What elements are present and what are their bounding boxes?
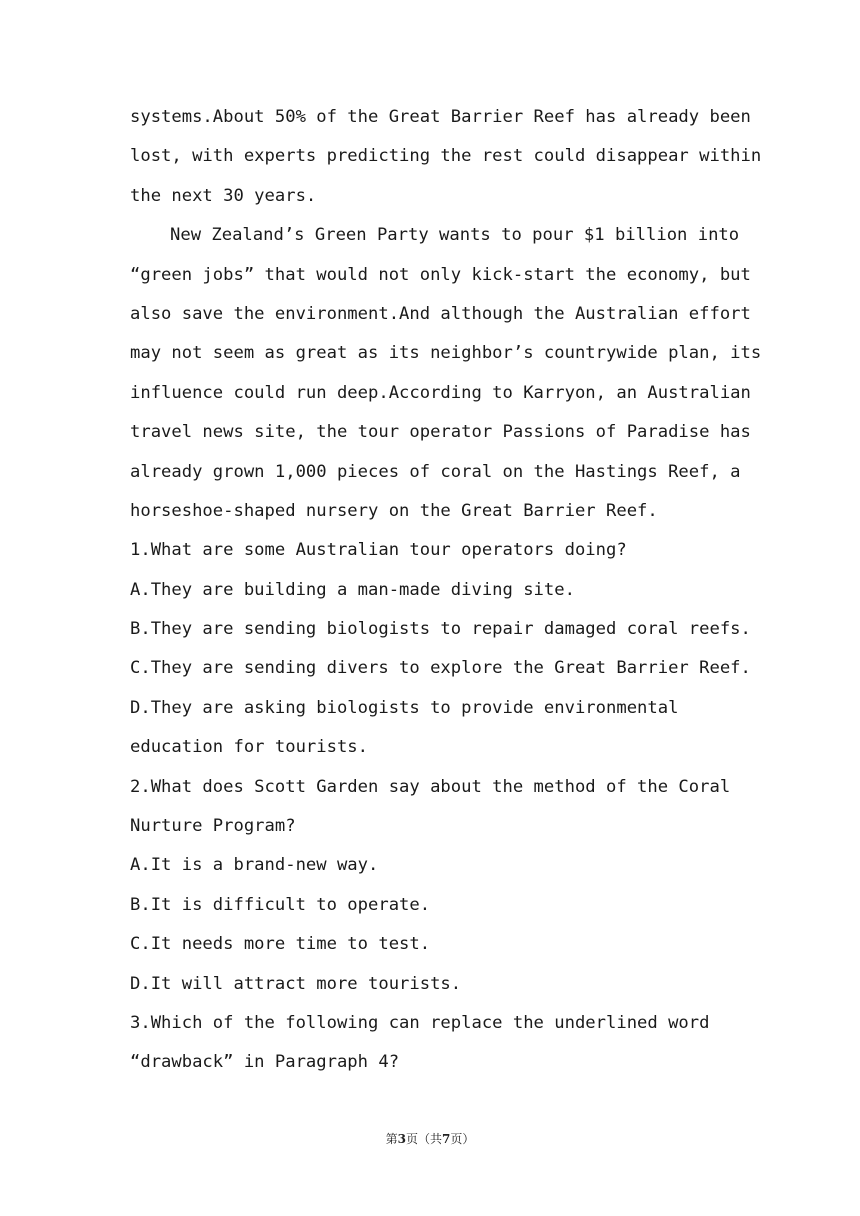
text-line: lost, with experts predicting the rest could disappear within (130, 146, 762, 167)
question-stem-continuation: “drawback” in Paragraph 4? (130, 1052, 400, 1073)
paragraph-1 (130, 98, 762, 216)
page-footer (0, 1130, 860, 1147)
document-body (130, 98, 762, 1083)
text-line: the next 30 years. (130, 185, 317, 206)
total-page-count: 7 (442, 1132, 451, 1146)
current-page-number: 3 (397, 1132, 406, 1146)
answer-option: A.It is a brand-new way. (130, 855, 379, 876)
question-1 (130, 531, 751, 767)
footer-suffix: 页） (450, 1132, 475, 1146)
text-line: already grown 1,000 pieces of coral on the Hastings Reef, a (130, 461, 741, 482)
question-2 (130, 768, 732, 1004)
answer-option: B.They are sending biologists to repair damaged coral reefs. (130, 619, 751, 640)
answer-option: D.It will attract more tourists. (130, 973, 462, 994)
text-line: influence could run deep.According to Karryon, an Australian (130, 382, 751, 403)
question-stem-continuation: Nurture Program? (130, 816, 296, 837)
text-line: New Zealand’s Green Party wants to pour $1 billion into (170, 225, 740, 246)
paragraph-2 (130, 216, 762, 531)
text-line: also save the environment.And although the Australian effort (130, 303, 751, 324)
question-stem: 3.Which of the following can replace the underlined word (130, 1012, 710, 1033)
question-stem: 1.What are some Australian tour operators doing? (130, 540, 627, 561)
answer-option: A.They are building a man-made diving site. (130, 579, 575, 600)
text-line: horseshoe-shaped nursery on the Great Barrier Reef. (130, 500, 658, 521)
footer-prefix: 第 (385, 1132, 398, 1146)
text-line: travel news site, the tour operator Passions of Paradise has (130, 422, 751, 443)
text-line: systems.About 50% of the Great Barrier Reef has already been (130, 107, 751, 127)
question-3 (130, 1004, 732, 1083)
answer-option: D.They are asking biologists to provide environmental (130, 697, 679, 718)
answer-option: C.It needs more time to test. (130, 934, 431, 955)
answer-option: B.It is difficult to operate. (130, 894, 431, 915)
footer-middle: 页（共 (405, 1132, 442, 1146)
question-stem: 2.What does Scott Garden say about the method of the Coral (130, 776, 731, 797)
answer-option: C.They are sending divers to explore the Great Barrier Reef. (130, 658, 751, 679)
answer-option-continuation: education for tourists. (130, 737, 368, 758)
text-line: “green jobs” that would not only kick-start the economy, but (130, 264, 751, 285)
text-line: may not seem as great as its neighbor’s countrywide plan, its (130, 343, 762, 364)
